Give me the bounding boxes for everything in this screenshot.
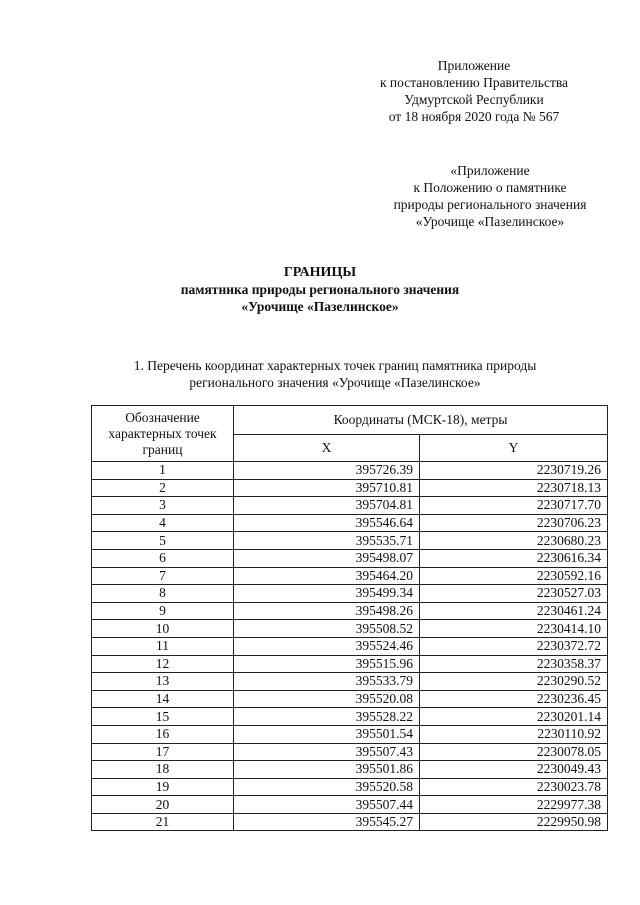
- table-row: [92, 655, 608, 673]
- table-row: [92, 761, 608, 779]
- table-row: [92, 743, 608, 761]
- table-row: [92, 708, 608, 726]
- point-number-cell: 17: [92, 743, 234, 761]
- y-coordinate-cell: 2230717.70: [420, 497, 608, 515]
- x-coordinate-cell: 395710.81: [234, 479, 420, 497]
- y-coordinate-cell: 2230358.37: [420, 655, 608, 673]
- y-coordinate-cell: 2230236.45: [420, 690, 608, 708]
- y-coordinate-cell: 2229950.98: [420, 813, 608, 831]
- inner-appendix-line: природы регионального значения: [393, 197, 587, 212]
- point-number-cell: 19: [92, 778, 234, 796]
- x-coordinate-cell: 395498.26: [234, 602, 420, 620]
- point-number-cell: 5: [92, 532, 234, 550]
- appendix-header: [354, 57, 594, 125]
- list-heading-line: 1. Перечень координат характерных точек границ памятника природы: [133, 358, 537, 373]
- x-coordinate-cell: 395533.79: [234, 673, 420, 691]
- x-coordinate-cell: 395524.46: [234, 637, 420, 655]
- inner-appendix-header: [380, 162, 600, 230]
- table-row: [92, 673, 608, 691]
- title-subtitle: памятника природы регионального значения: [180, 282, 460, 297]
- x-coordinate-cell: 395498.07: [234, 549, 420, 567]
- y-coordinate-cell: 2230078.05: [420, 743, 608, 761]
- point-number-cell: 12: [92, 655, 234, 673]
- point-number-cell: 9: [92, 602, 234, 620]
- point-number-cell: 13: [92, 673, 234, 691]
- point-number-cell: 11: [92, 637, 234, 655]
- y-coordinate-cell: 2230372.72: [420, 637, 608, 655]
- x-coordinate-cell: 395515.96: [234, 655, 420, 673]
- x-coordinate-cell: 395546.64: [234, 514, 420, 532]
- title-subtitle: «Урочище «Пазелинское»: [241, 299, 399, 314]
- point-number-cell: 3: [92, 497, 234, 515]
- table-row: [92, 725, 608, 743]
- coordinates-table: [91, 405, 608, 831]
- y-coordinate-cell: 2230414.10: [420, 620, 608, 638]
- x-coordinate-cell: 395528.22: [234, 708, 420, 726]
- point-number-cell: 4: [92, 514, 234, 532]
- title-main: ГРАНИЦЫ: [283, 265, 357, 280]
- table-row: [92, 585, 608, 603]
- y-coordinate-cell: 2230680.23: [420, 532, 608, 550]
- inner-appendix-line: «Урочище «Пазелинское»: [415, 214, 565, 229]
- appendix-line: от 18 ноября 2020 года № 567: [388, 109, 560, 124]
- x-coordinate-cell: 395535.71: [234, 532, 420, 550]
- point-number-cell: 20: [92, 796, 234, 814]
- x-coordinate-cell: 395726.39: [234, 462, 420, 480]
- y-coordinate-cell: 2230527.03: [420, 585, 608, 603]
- y-coordinate-cell: 2230461.24: [420, 602, 608, 620]
- header-x: X: [234, 435, 420, 462]
- x-coordinate-cell: 395507.43: [234, 743, 420, 761]
- table-row: [92, 637, 608, 655]
- y-coordinate-cell: 2230706.23: [420, 514, 608, 532]
- inner-appendix-line: «Приложение: [450, 163, 530, 178]
- x-coordinate-cell: 395507.44: [234, 796, 420, 814]
- point-number-cell: 6: [92, 549, 234, 567]
- y-coordinate-cell: 2230719.26: [420, 462, 608, 480]
- document-title: [0, 264, 640, 315]
- point-number-cell: 21: [92, 813, 234, 831]
- table-row: [92, 549, 608, 567]
- y-coordinate-cell: 2230201.14: [420, 708, 608, 726]
- header-point-designation: Обозначение характерных точек границ: [92, 406, 234, 462]
- appendix-line: Удмуртской Республики: [404, 92, 544, 107]
- point-number-cell: 8: [92, 585, 234, 603]
- table-row: [92, 514, 608, 532]
- table-row: [92, 813, 608, 831]
- point-number-cell: 2: [92, 479, 234, 497]
- x-coordinate-cell: 395520.58: [234, 778, 420, 796]
- x-coordinate-cell: 395704.81: [234, 497, 420, 515]
- table-row: [92, 462, 608, 480]
- table-row: [92, 620, 608, 638]
- point-number-cell: 1: [92, 462, 234, 480]
- point-number-cell: 18: [92, 761, 234, 779]
- table-row: [92, 497, 608, 515]
- table-row: [92, 602, 608, 620]
- point-number-cell: 14: [92, 690, 234, 708]
- y-coordinate-cell: 2230049.43: [420, 761, 608, 779]
- point-number-cell: 10: [92, 620, 234, 638]
- y-coordinate-cell: 2230592.16: [420, 567, 608, 585]
- x-coordinate-cell: 395464.20: [234, 567, 420, 585]
- y-coordinate-cell: 2230616.34: [420, 549, 608, 567]
- y-coordinate-cell: 2230110.92: [420, 725, 608, 743]
- header-coordinates: Координаты (МСК-18), метры: [234, 406, 608, 435]
- x-coordinate-cell: 395499.34: [234, 585, 420, 603]
- table-row: [92, 796, 608, 814]
- inner-appendix-line: к Положению о памятнике: [413, 180, 567, 195]
- table-body: [92, 462, 608, 831]
- x-coordinate-cell: 395501.86: [234, 761, 420, 779]
- y-coordinate-cell: 2230290.52: [420, 673, 608, 691]
- point-number-cell: 15: [92, 708, 234, 726]
- table-row: [92, 479, 608, 497]
- appendix-line: к постановлению Правительства: [379, 75, 569, 90]
- y-coordinate-cell: 2230023.78: [420, 778, 608, 796]
- x-coordinate-cell: 395520.08: [234, 690, 420, 708]
- list-heading: [80, 357, 590, 391]
- point-number-cell: 7: [92, 567, 234, 585]
- x-coordinate-cell: 395501.54: [234, 725, 420, 743]
- appendix-line: Приложение: [437, 58, 511, 73]
- list-heading-line: регионального значения «Урочище «Пазелинское»: [189, 375, 481, 390]
- table-row: [92, 567, 608, 585]
- y-coordinate-cell: 2229977.38: [420, 796, 608, 814]
- point-number-cell: 16: [92, 725, 234, 743]
- x-coordinate-cell: 395545.27: [234, 813, 420, 831]
- x-coordinate-cell: 395508.52: [234, 620, 420, 638]
- table-row: [92, 778, 608, 796]
- table-row: [92, 532, 608, 550]
- y-coordinate-cell: 2230718.13: [420, 479, 608, 497]
- header-y: Y: [420, 435, 608, 462]
- table-row: [92, 690, 608, 708]
